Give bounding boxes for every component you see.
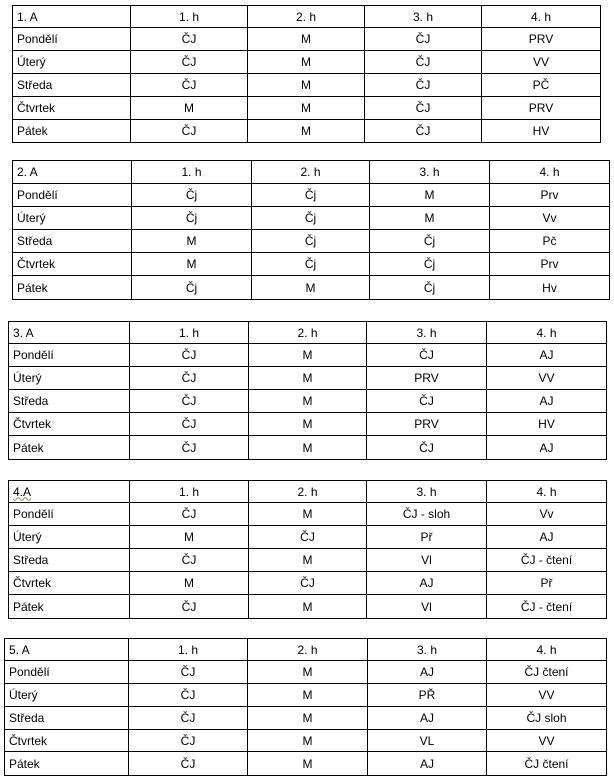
subject-cell: M — [130, 572, 249, 595]
subject-cell: AJ — [367, 572, 487, 595]
period-header: 1. h — [129, 639, 248, 661]
subject-cell: Čj — [252, 184, 370, 207]
subject-cell: M — [249, 549, 367, 572]
table-row — [13, 184, 610, 207]
subject-cell: ČJ — [130, 413, 249, 436]
subject-cell: Vv — [487, 503, 607, 526]
subject-cell: ČJ — [131, 51, 248, 74]
subject-cell: Čj — [132, 184, 252, 207]
period-header: 2. h — [249, 322, 367, 344]
day-name: Pondělí — [5, 661, 129, 684]
period-header: 1. h — [132, 161, 252, 184]
subject-cell: ČJ — [129, 752, 248, 776]
period-header: 4. h — [487, 639, 607, 661]
period-header: 1. h — [131, 6, 248, 28]
period-header: 3. h — [367, 322, 487, 344]
subject-cell: ČJ — [365, 28, 482, 51]
period-header: 3. h — [368, 639, 487, 661]
class-name: 3. A — [9, 322, 130, 344]
table-row — [9, 413, 607, 436]
table-row — [13, 51, 601, 74]
day-name: Čtvrtek — [13, 253, 132, 276]
day-name: Pondělí — [9, 503, 130, 526]
subject-cell: ČJ — [249, 572, 367, 595]
period-header: 2. h — [248, 639, 368, 661]
subject-cell: AJ — [487, 526, 607, 549]
subject-cell: Čj — [132, 276, 252, 300]
subject-cell: M — [248, 684, 368, 707]
subject-cell: M — [252, 276, 370, 300]
table-row — [5, 707, 607, 730]
subject-cell: ČJ — [129, 661, 248, 684]
timetable-1a — [12, 5, 601, 143]
subject-cell: Vl — [367, 549, 487, 572]
subject-cell: Prv — [490, 184, 610, 207]
day-name: Úterý — [5, 684, 129, 707]
subject-cell: M — [248, 97, 365, 120]
day-name: Úterý — [13, 51, 131, 74]
day-name: Čtvrtek — [9, 413, 130, 436]
subject-cell: M — [132, 230, 252, 253]
subject-cell: ČJ — [130, 367, 249, 390]
subject-cell: VV — [487, 367, 607, 390]
timetable-3a — [8, 321, 607, 460]
subject-cell: Př — [367, 526, 487, 549]
day-name: Pondělí — [13, 28, 131, 51]
period-header: 2. h — [249, 481, 367, 503]
subject-cell: Čj — [370, 253, 490, 276]
table-row — [9, 436, 607, 460]
subject-cell: AJ — [368, 752, 487, 776]
class-name-text: 4.A — [13, 484, 32, 499]
class-name: 5. A — [5, 639, 129, 661]
subject-cell: PRV — [367, 367, 487, 390]
subject-cell: AJ — [368, 707, 487, 730]
class-name — [9, 481, 130, 503]
day-name: Čtvrtek — [5, 730, 129, 752]
class-name: 1. A — [13, 6, 131, 28]
subject-cell: Čj — [370, 276, 490, 300]
table-row — [5, 752, 607, 776]
subject-cell: Pč — [490, 230, 610, 253]
period-header: 1. h — [130, 481, 249, 503]
subject-cell: ČJ — [249, 526, 367, 549]
day-name: Pátek — [5, 752, 129, 776]
subject-cell: M — [248, 120, 365, 143]
subject-cell: Hv — [490, 276, 610, 300]
subject-cell: Př — [487, 572, 607, 595]
period-header: 4. h — [482, 6, 601, 28]
subject-cell: PRV — [367, 413, 487, 436]
table-row — [13, 120, 601, 143]
subject-cell: M — [248, 51, 365, 74]
day-name: Čtvrtek — [13, 97, 131, 120]
table-row — [13, 97, 601, 120]
table-row — [13, 253, 610, 276]
day-name: Pátek — [9, 436, 130, 460]
subject-cell: ČJ - sloh — [367, 503, 487, 526]
subject-cell: Čj — [252, 253, 370, 276]
subject-cell: M — [249, 413, 367, 436]
subject-cell: Vv — [490, 207, 610, 230]
subject-cell: HV — [482, 120, 601, 143]
table-row — [9, 549, 607, 572]
subject-cell: M — [248, 707, 368, 730]
subject-cell: ČJ — [130, 595, 249, 619]
subject-cell: VV — [487, 684, 607, 707]
subject-cell: ČJ — [367, 344, 487, 367]
table-row — [13, 276, 610, 300]
subject-cell: AJ — [487, 436, 607, 460]
period-header: 2. h — [252, 161, 370, 184]
period-header: 3. h — [367, 481, 487, 503]
subject-cell: ČJ — [130, 344, 249, 367]
subject-cell: ČJ sloh — [487, 707, 607, 730]
table-row — [9, 503, 607, 526]
subject-cell: M — [248, 730, 368, 752]
subject-cell: M — [130, 526, 249, 549]
period-header: 4. h — [487, 322, 607, 344]
subject-cell: PRV — [482, 28, 601, 51]
subject-cell: Čj — [252, 207, 370, 230]
table-row — [9, 595, 607, 619]
subject-cell: M — [249, 367, 367, 390]
table-row — [9, 526, 607, 549]
day-name: Středa — [13, 230, 132, 253]
period-header: 3. h — [365, 6, 482, 28]
period-header: 3. h — [370, 161, 490, 184]
subject-cell: M — [132, 253, 252, 276]
subject-cell: AJ — [487, 344, 607, 367]
subject-cell: Vl — [367, 595, 487, 619]
subject-cell: M — [248, 661, 368, 684]
subject-cell: ČJ — [130, 436, 249, 460]
subject-cell: ČJ — [129, 730, 248, 752]
subject-cell: ČJ — [367, 436, 487, 460]
subject-cell: ČJ — [129, 707, 248, 730]
table-row — [9, 572, 607, 595]
subject-cell: ČJ - čtení — [487, 595, 607, 619]
period-header: 4. h — [487, 481, 607, 503]
subject-cell: ČJ čtení — [487, 752, 607, 776]
subject-cell: M — [248, 74, 365, 97]
class-name: 2. A — [13, 161, 132, 184]
table-row — [13, 207, 610, 230]
subject-cell: ČJ — [130, 549, 249, 572]
table-row — [5, 684, 607, 707]
timetable-5a — [4, 638, 607, 776]
subject-cell: ČJ - čtení — [487, 549, 607, 572]
subject-cell: ČJ — [365, 120, 482, 143]
subject-cell: ČJ — [129, 684, 248, 707]
subject-cell: AJ — [368, 661, 487, 684]
subject-cell: M — [249, 503, 367, 526]
day-name: Pátek — [13, 276, 132, 300]
timetable-2a — [12, 160, 610, 300]
subject-cell: Čj — [252, 230, 370, 253]
day-name: Pátek — [9, 595, 130, 619]
subject-cell: PČ — [482, 74, 601, 97]
header-row — [9, 481, 607, 503]
table-row — [5, 730, 607, 752]
period-header: 4. h — [490, 161, 610, 184]
day-name: Středa — [13, 74, 131, 97]
table-row — [9, 390, 607, 413]
timetable-4a — [8, 480, 607, 619]
day-name: Pondělí — [13, 184, 132, 207]
subject-cell: M — [249, 436, 367, 460]
subject-cell: Čj — [370, 230, 490, 253]
subject-cell: ČJ — [130, 503, 249, 526]
day-name: Úterý — [13, 207, 132, 230]
period-header: 1. h — [130, 322, 249, 344]
subject-cell: ČJ — [131, 28, 248, 51]
table-row — [13, 230, 610, 253]
subject-cell: M — [370, 207, 490, 230]
subject-cell: PRV — [482, 97, 601, 120]
subject-cell: M — [248, 28, 365, 51]
day-name: Pátek — [13, 120, 131, 143]
subject-cell: ČJ — [131, 120, 248, 143]
table-row — [9, 367, 607, 390]
subject-cell: Prv — [490, 253, 610, 276]
subject-cell: PŘ — [368, 684, 487, 707]
subject-cell: M — [131, 97, 248, 120]
day-name: Středa — [5, 707, 129, 730]
table-row — [13, 74, 601, 97]
day-name: Čtvrtek — [9, 572, 130, 595]
header-row — [13, 161, 610, 184]
subject-cell: ČJ — [131, 74, 248, 97]
subject-cell: M — [370, 184, 490, 207]
header-row — [13, 6, 601, 28]
subject-cell: ČJ — [367, 390, 487, 413]
subject-cell: VL — [368, 730, 487, 752]
subject-cell: AJ — [487, 390, 607, 413]
subject-cell: VV — [482, 51, 601, 74]
subject-cell: ČJ — [130, 390, 249, 413]
period-header: 2. h — [248, 6, 365, 28]
header-row — [9, 322, 607, 344]
subject-cell: M — [249, 344, 367, 367]
subject-cell: M — [249, 390, 367, 413]
subject-cell: ČJ — [365, 97, 482, 120]
subject-cell: HV — [487, 413, 607, 436]
subject-cell: ČJ čtení — [487, 661, 607, 684]
subject-cell: VV — [487, 730, 607, 752]
day-name: Úterý — [9, 526, 130, 549]
subject-cell: M — [248, 752, 368, 776]
header-row — [5, 639, 607, 661]
day-name: Středa — [9, 390, 130, 413]
subject-cell: M — [249, 595, 367, 619]
subject-cell: Čj — [132, 207, 252, 230]
day-name: Středa — [9, 549, 130, 572]
table-row — [13, 28, 601, 51]
day-name: Pondělí — [9, 344, 130, 367]
table-row — [9, 344, 607, 367]
subject-cell: ČJ — [365, 51, 482, 74]
subject-cell: ČJ — [365, 74, 482, 97]
day-name: Úterý — [9, 367, 130, 390]
table-row — [5, 661, 607, 684]
